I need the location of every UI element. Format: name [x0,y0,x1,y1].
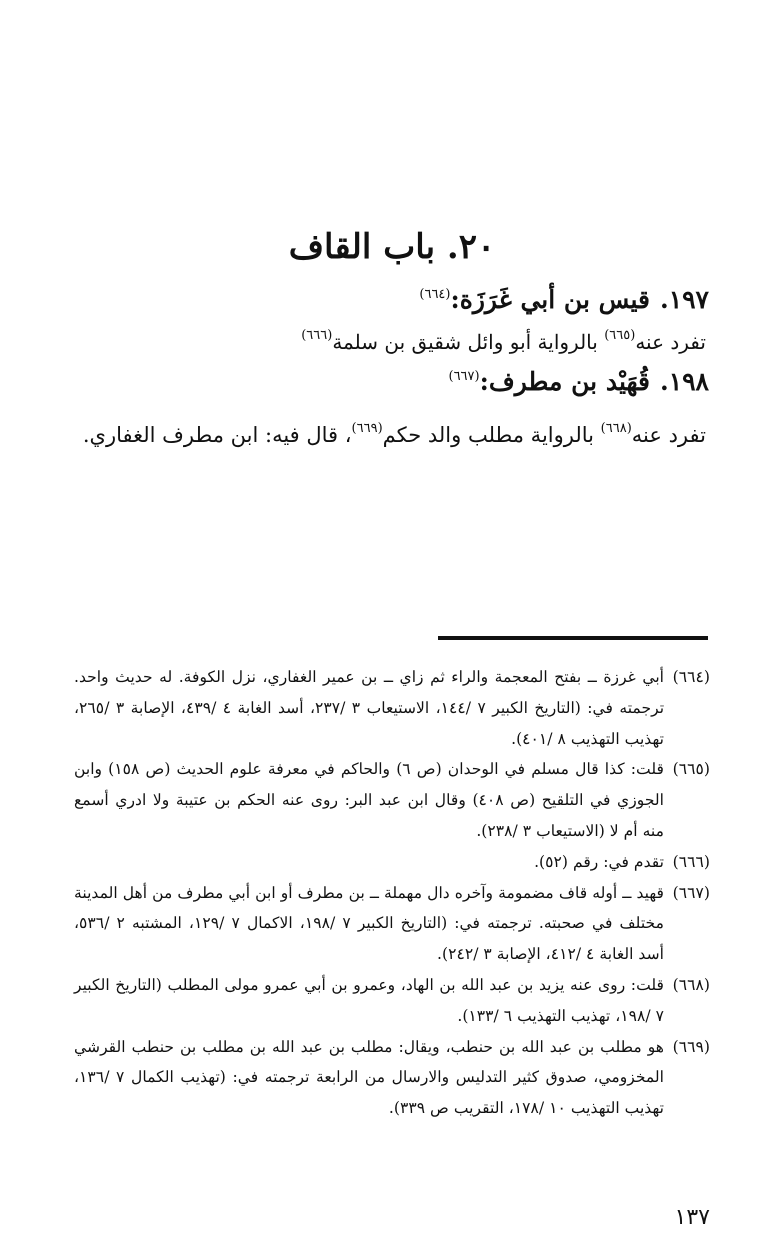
chapter-title: ٢٠. باب القاف [288,227,496,267]
footnote-number: (٦٦٧) [672,883,710,902]
entry-text: تفرد عنه [635,330,706,354]
entry-number: ١٩٨. [659,367,709,396]
entry-text: تفرد عنه [631,423,706,447]
entry-number: ١٩٧. [659,285,709,314]
footnote-text: قهيد ــ أوله قاف مضمومة وآخره دال مهملة ــ بن مطرف أو ابن أبي مطرف من أهل المدينة مختلف في صحبته. ترجمته في: (التاريخ الكبير ٧ /١٩٨، الاكمال ٧ /١٢٩، المشتبه ٢ /٥٣٦، أسد الغابة ٤ /٤١٢، الإصابة ٣ /٢٤٢). [74,883,664,964]
footnote-number: (٦٦٩) [672,1037,710,1056]
footnote-ref[interactable]: (٦٦٩) [351,421,383,436]
entry-text-198 [75,414,706,456]
entry-text: بالرواية مطلب والد حكم [382,423,601,447]
footnote [74,878,710,970]
footnote-number: (٦٦٨) [672,975,710,994]
footnote [74,662,710,754]
entry-name: قُهَيْد بن مطرف: [479,367,650,396]
footnote-number: (٦٦٥) [672,760,710,779]
footnote-text: قلت: كذا قال مسلم في الوحدان (ص ٦) والحاكم في معرفة علوم الحديث (ص ١٥٨) وابن الجوزي في التلقيح (ص ٤٠٨) وقال ابن عبد البر: روى عنه الحكم بن عتيبة ولا ادري أسمع منه أم لا (الاستيعاب ٣ /٢٣٨). [74,760,664,840]
entry-heading-198 [69,364,709,400]
footnote-ref[interactable]: (٦٦٧) [448,369,480,384]
footnote-ref[interactable]: (٦٦٥) [604,328,636,343]
footnote [74,754,710,846]
footnote [74,847,710,878]
footnotes [74,662,710,1124]
footnote-separator [438,636,708,640]
footnote-number: (٦٦٦) [672,852,710,871]
entry-name: قيس بن أبي غَرَزَة: [450,285,650,314]
footnote-number: (٦٦٤) [672,668,710,686]
footnote-text: قلت: روى عنه يزيد بن عبد الله بن الهاد، وعمرو بن أبي عمرو مولى المطلب (التاريخ الكبير ٧ /١٩٨، تهذيب التهذيب ٦ /١٣٣). [74,975,664,1025]
footnote-text: هو مطلب بن عبد الله بن حنطب، ويقال: مطلب بن عبد الله بن مطلب بن حنطب القرشي المخزومي، صدوق كثير التدليس والارسال من الرابعة ترجمته في: (تهذيب الكمال ٧ /١٣٦، تهذيب التهذيب ١٠ /١٧٨، التقريب ص ٣٣٩). [74,1037,664,1118]
entry-text: ، قال فيه: ابن مطرف الغفاري. [82,423,352,447]
footnote-ref[interactable]: (٦٦٦) [301,328,333,343]
entry-heading-197 [69,282,709,318]
entry-text-197 [66,323,706,361]
footnote-text: تقدم في: رقم (٥٢). [534,852,664,871]
page-number: ١٣٧ [674,1205,710,1230]
footnote [74,970,710,1032]
entry-text: بالرواية أبو وائل شقيق بن سلمة [332,330,605,354]
footnote-ref[interactable]: (٦٦٤) [419,287,451,302]
footnote [74,1032,710,1124]
footnote-text: أبي غرزة ــ بفتح المعجمة والراء ثم زاي ــ بن عمير الغفاري، نزل الكوفة. له حديث واحد. ترجمته في: (التاريخ الكبير ٧ /١٤٤، الاستيعاب ٣ /٢٣٧، أسد الغابة ٤ /٤٣٩، الإصابة ٣ /٢٦٥، تهذيب التهذيب ٨ /٤٠١). [74,668,665,748]
footnote-ref[interactable]: (٦٦٨) [600,421,632,436]
